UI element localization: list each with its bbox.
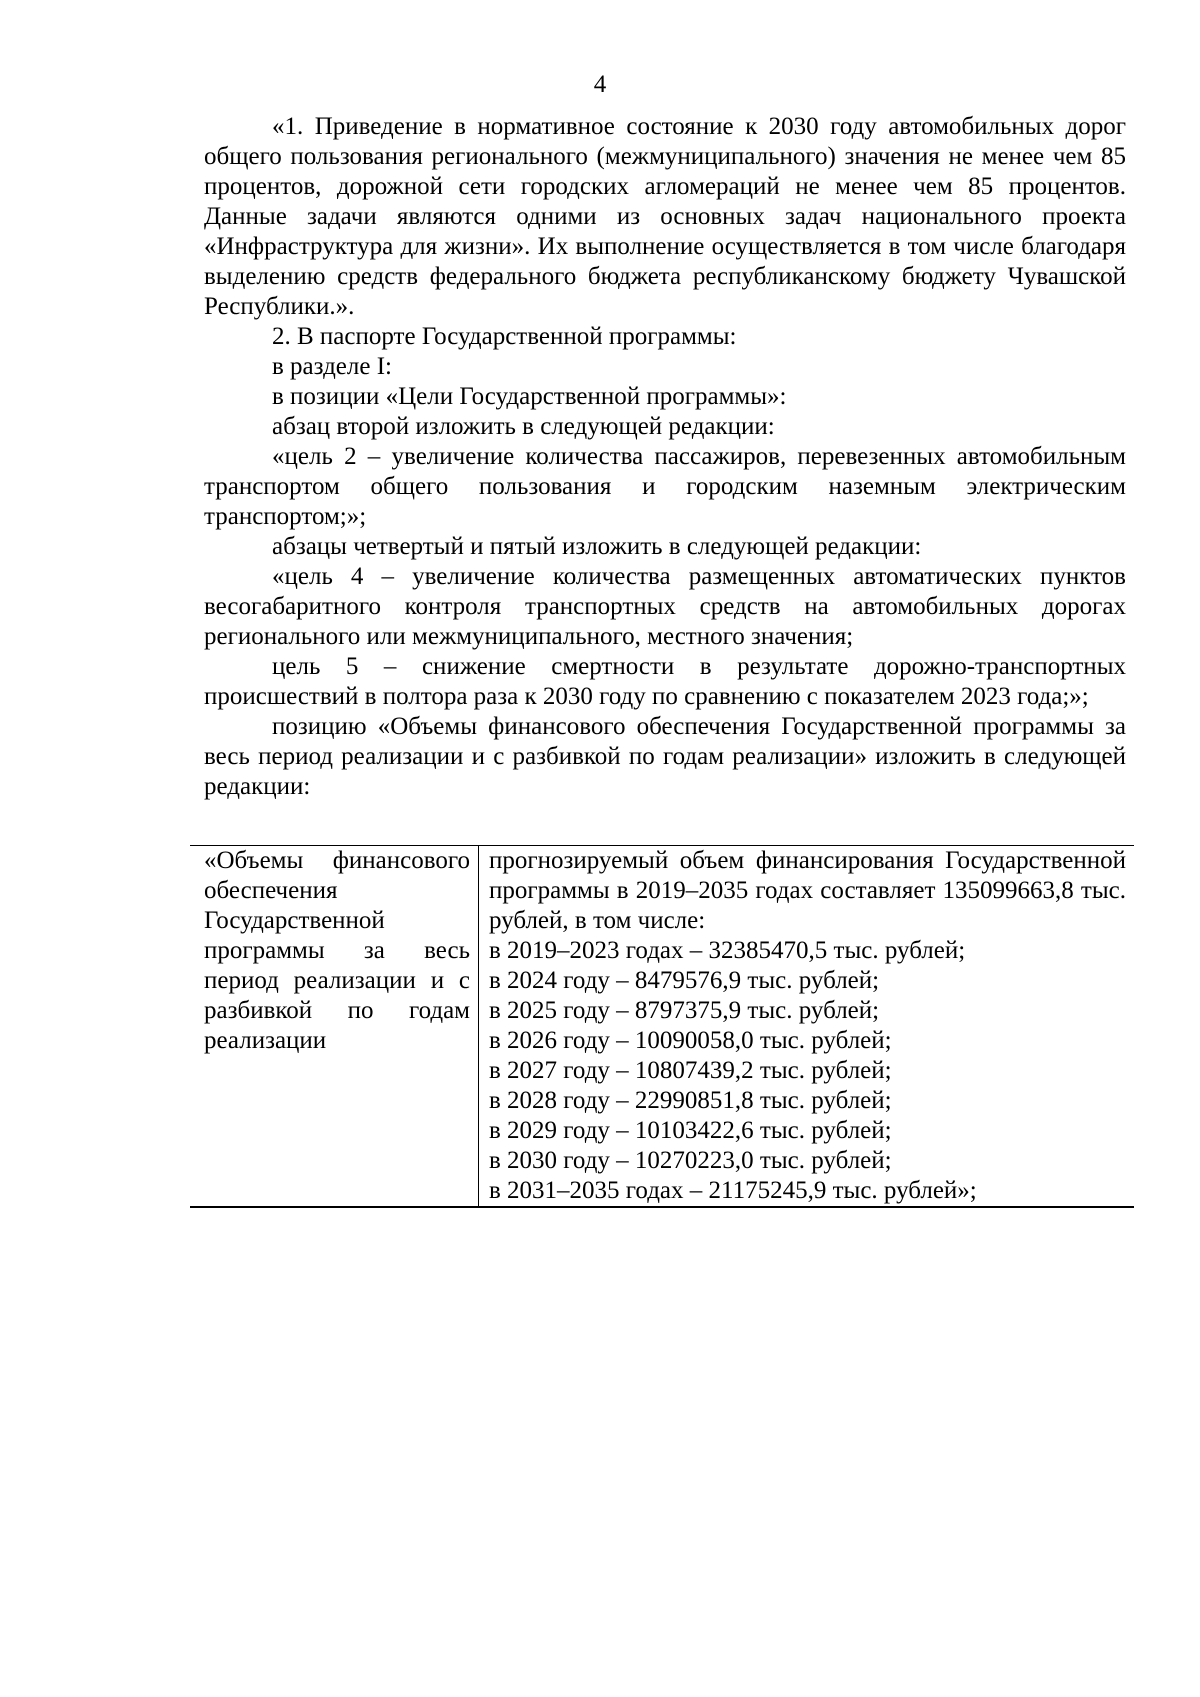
paragraph-3: в разделе I: (272, 353, 392, 380)
financing-line: в 2027 году – 10807439,2 тыс. рублей; (489, 1057, 892, 1084)
paragraph-1: «1. Приведение в нормативное состояние к 2030 году автомобильных дорог общего пользования регионального (межмуниципального) значения не менее чем 85 процентов, дорожной сети городских агломераций не менее чем 85 процентов. Данные задачи являются одними из основных задач национального проекта «Инфраструктура для жизни». Их выполнение осуществляется в том числе благодаря выделению средств федерального бюджета республиканскому бюджету Чувашской Республики.». (204, 113, 1126, 320)
financing-line: в 2029 году – 10103422,6 тыс. рублей; (489, 1117, 892, 1144)
paragraph-5: абзац второй изложить в следующей редакции: (272, 413, 775, 440)
document-body (204, 112, 1126, 802)
paragraph-6: «цель 2 – увеличение количества пассажиров, перевезенных автомобильным транспортом общего пользования и городским наземным электрическим транспортом;»; (204, 443, 1126, 530)
financing-intro: прогнозируемый объем финансирования Государственной программы в 2019–2035 годах составляет 135099663,8 тыс. рублей, в том числе: (489, 847, 1126, 934)
financing-line: в 2031–2035 годах – 21175245,9 тыс. рублей»; (489, 1177, 977, 1204)
page-number: 4 (593, 71, 607, 98)
paragraph-2: 2. В паспорте Государственной программы: (272, 323, 737, 350)
paragraph-9: цель 5 – снижение смертности в результате дорожно-транспортных происшествий в полтора раза к 2030 году по сравнению с показателем 2023 года;»; (204, 653, 1126, 710)
paragraph-8: «цель 4 – увеличение количества размещенных автоматических пунктов весогабаритного контроля транспортных средств на автомобильных дорогах регионального или межмуниципального, местного значения; (204, 563, 1126, 650)
table-cell-label: «Объемы финансового обеспечения Государственной программы за весь период реализации и с разбивкой по годам реализации (190, 846, 479, 1208)
financing-line: в 2030 году – 10270223,0 тыс. рублей; (489, 1147, 892, 1174)
financing-table (190, 845, 1134, 1208)
paragraph-10: позицию «Объемы финансового обеспечения Государственной программы за весь период реализации и с разбивкой по годам реализации» изложить в следующей редакции: (204, 713, 1126, 800)
table-cell-values (479, 846, 1135, 1208)
paragraph-4: в позиции «Цели Государственной программы»: (272, 383, 787, 410)
financing-line: в 2026 году – 10090058,0 тыс. рублей; (489, 1027, 892, 1054)
financing-line: в 2019–2023 годах – 32385470,5 тыс. рублей; (489, 937, 966, 964)
table-row (190, 846, 1134, 1208)
financing-line: в 2025 году – 8797375,9 тыс. рублей; (489, 997, 880, 1024)
financing-line: в 2024 году – 8479576,9 тыс. рублей; (489, 967, 880, 994)
paragraph-7: абзацы четвертый и пятый изложить в следующей редакции: (272, 533, 922, 560)
financing-line: в 2028 году – 22990851,8 тыс. рублей; (489, 1087, 892, 1114)
